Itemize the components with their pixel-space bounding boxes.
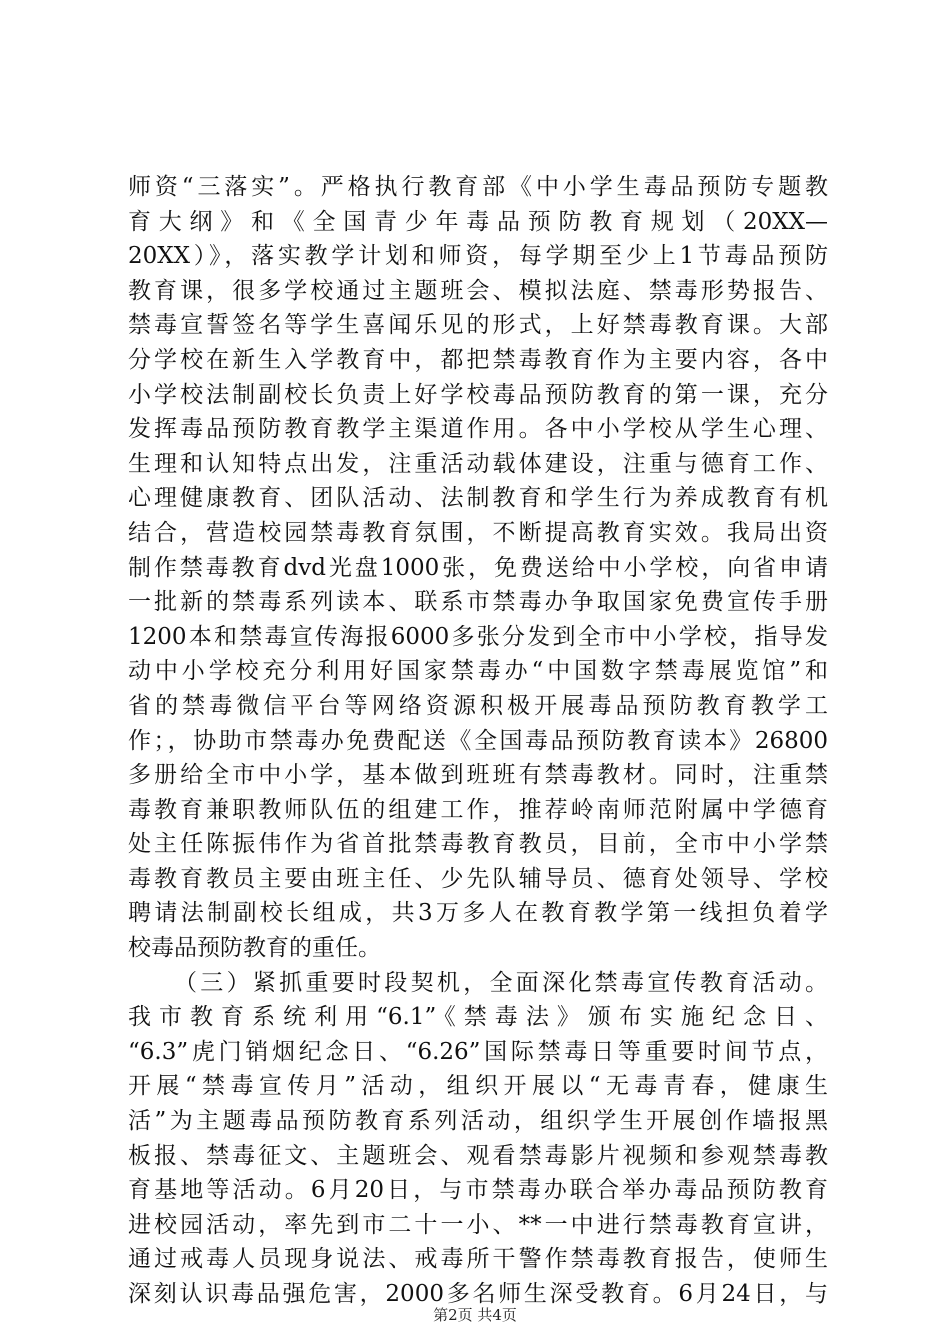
text-line: 结合，营造校园禁毒教育氛围，不断提高教育实效。我局出资: [128, 519, 828, 546]
text-line: 1200本和禁毒宣传海报6000多张分发到全市中小学校，指导发: [128, 623, 828, 650]
text-line: 聘请法制副校长组成，共3万多人在教育教学第一线担负着学: [128, 900, 828, 927]
text-line: 毒教育教员主要由班主任、少先队辅导员、德育处领导、学校: [128, 865, 828, 892]
text-line: 心理健康教育、团队活动、法制教育和学生行为养成教育有机: [128, 485, 828, 512]
text-line: 育大纲》和《全国青少年毒品预防教育规划（20XX—: [128, 208, 828, 235]
text-line: 制作禁毒教育dvd光盘1000张，免费送给中小学校，向省申请: [128, 554, 828, 581]
text-line: 一批新的禁毒系列读本、联系市禁毒办争取国家免费宣传手册: [128, 589, 828, 616]
text-line: 处主任陈振伟作为省首批禁毒教育教员，目前，全市中小学禁: [128, 831, 828, 858]
text-line: 进校园活动，率先到市二十一小、**一中进行禁毒教育宣讲，: [128, 1211, 828, 1238]
text-line: 教育课，很多学校通过主题班会、模拟法庭、禁毒形势报告、: [128, 277, 828, 304]
text-line: 省的禁毒微信平台等网络资源积极开展毒品预防教育教学工: [128, 692, 828, 719]
paragraph-end-line: 校毒品预防教育的重任。: [128, 935, 381, 962]
text-line: 我市教育系统利用“6.1”《禁毒法》颁布实施纪念日、: [128, 1004, 828, 1031]
page-number-footer: 第2页 共4页: [433, 1306, 517, 1324]
text-line: 动中小学校充分利用好国家禁毒办“中国数字禁毒展览馆”和: [128, 658, 828, 685]
text-line: 禁毒宣誓签名等学生喜闻乐见的形式，上好禁毒教育课。大部: [128, 312, 828, 339]
text-line: 深刻认识毒品强危害，2000多名师生深受教育。6月24日，与: [128, 1281, 828, 1307]
text-line: 分学校在新生入学教育中，都把禁毒教育作为主要内容，各中: [128, 346, 828, 373]
text-line: 作；，协助市禁毒办免费配送《全国毒品预防教育读本》26800: [128, 727, 828, 754]
text-line: 20XX）》，落实教学计划和师资，每学期至少上1节毒品预防: [128, 243, 828, 270]
text-line: 毒教育兼职教师队伍的组建工作，推荐岭南师范附属中学德育: [128, 796, 828, 823]
text-line: 通过戒毒人员现身说法、戒毒所干警作禁毒教育报告，使师生: [128, 1246, 828, 1273]
section-heading-line: （三）紧抓重要时段契机，全面深化禁毒宣传教育活动。: [174, 969, 828, 996]
text-line: 多册给全市中小学，基本做到班班有禁毒教材。同时，注重禁: [128, 762, 828, 789]
text-line: 板报、禁毒征文、主题班会、观看禁毒影片视频和参观禁毒教: [128, 1142, 828, 1169]
text-line: 小学校法制副校长负责上好学校毒品预防教育的第一课，充分: [128, 381, 828, 408]
text-line: “6.3”虎门销烟纪念日、“6.26”国际禁毒日等重要时间节点，: [128, 1038, 828, 1065]
text-line: 开展“禁毒宣传月”活动，组织开展以“无毒青春，健康生: [128, 1073, 828, 1100]
document-body: [128, 170, 828, 1312]
text-line: 发挥毒品预防教育教学主渠道作用。各中小学校从学生心理、: [128, 416, 828, 443]
text-line: 活”为主题毒品预防教育系列活动，组织学生开展创作墙报黑: [128, 1108, 828, 1135]
text-line: 生理和认知特点出发，注重活动载体建设，注重与德育工作、: [128, 450, 828, 477]
text-line: 育基地等活动。6月20日，与市禁毒办联合举办毒品预防教育: [128, 1177, 828, 1204]
text-line: 师资“三落实”。严格执行教育部《中小学生毒品预防专题教: [128, 174, 828, 200]
